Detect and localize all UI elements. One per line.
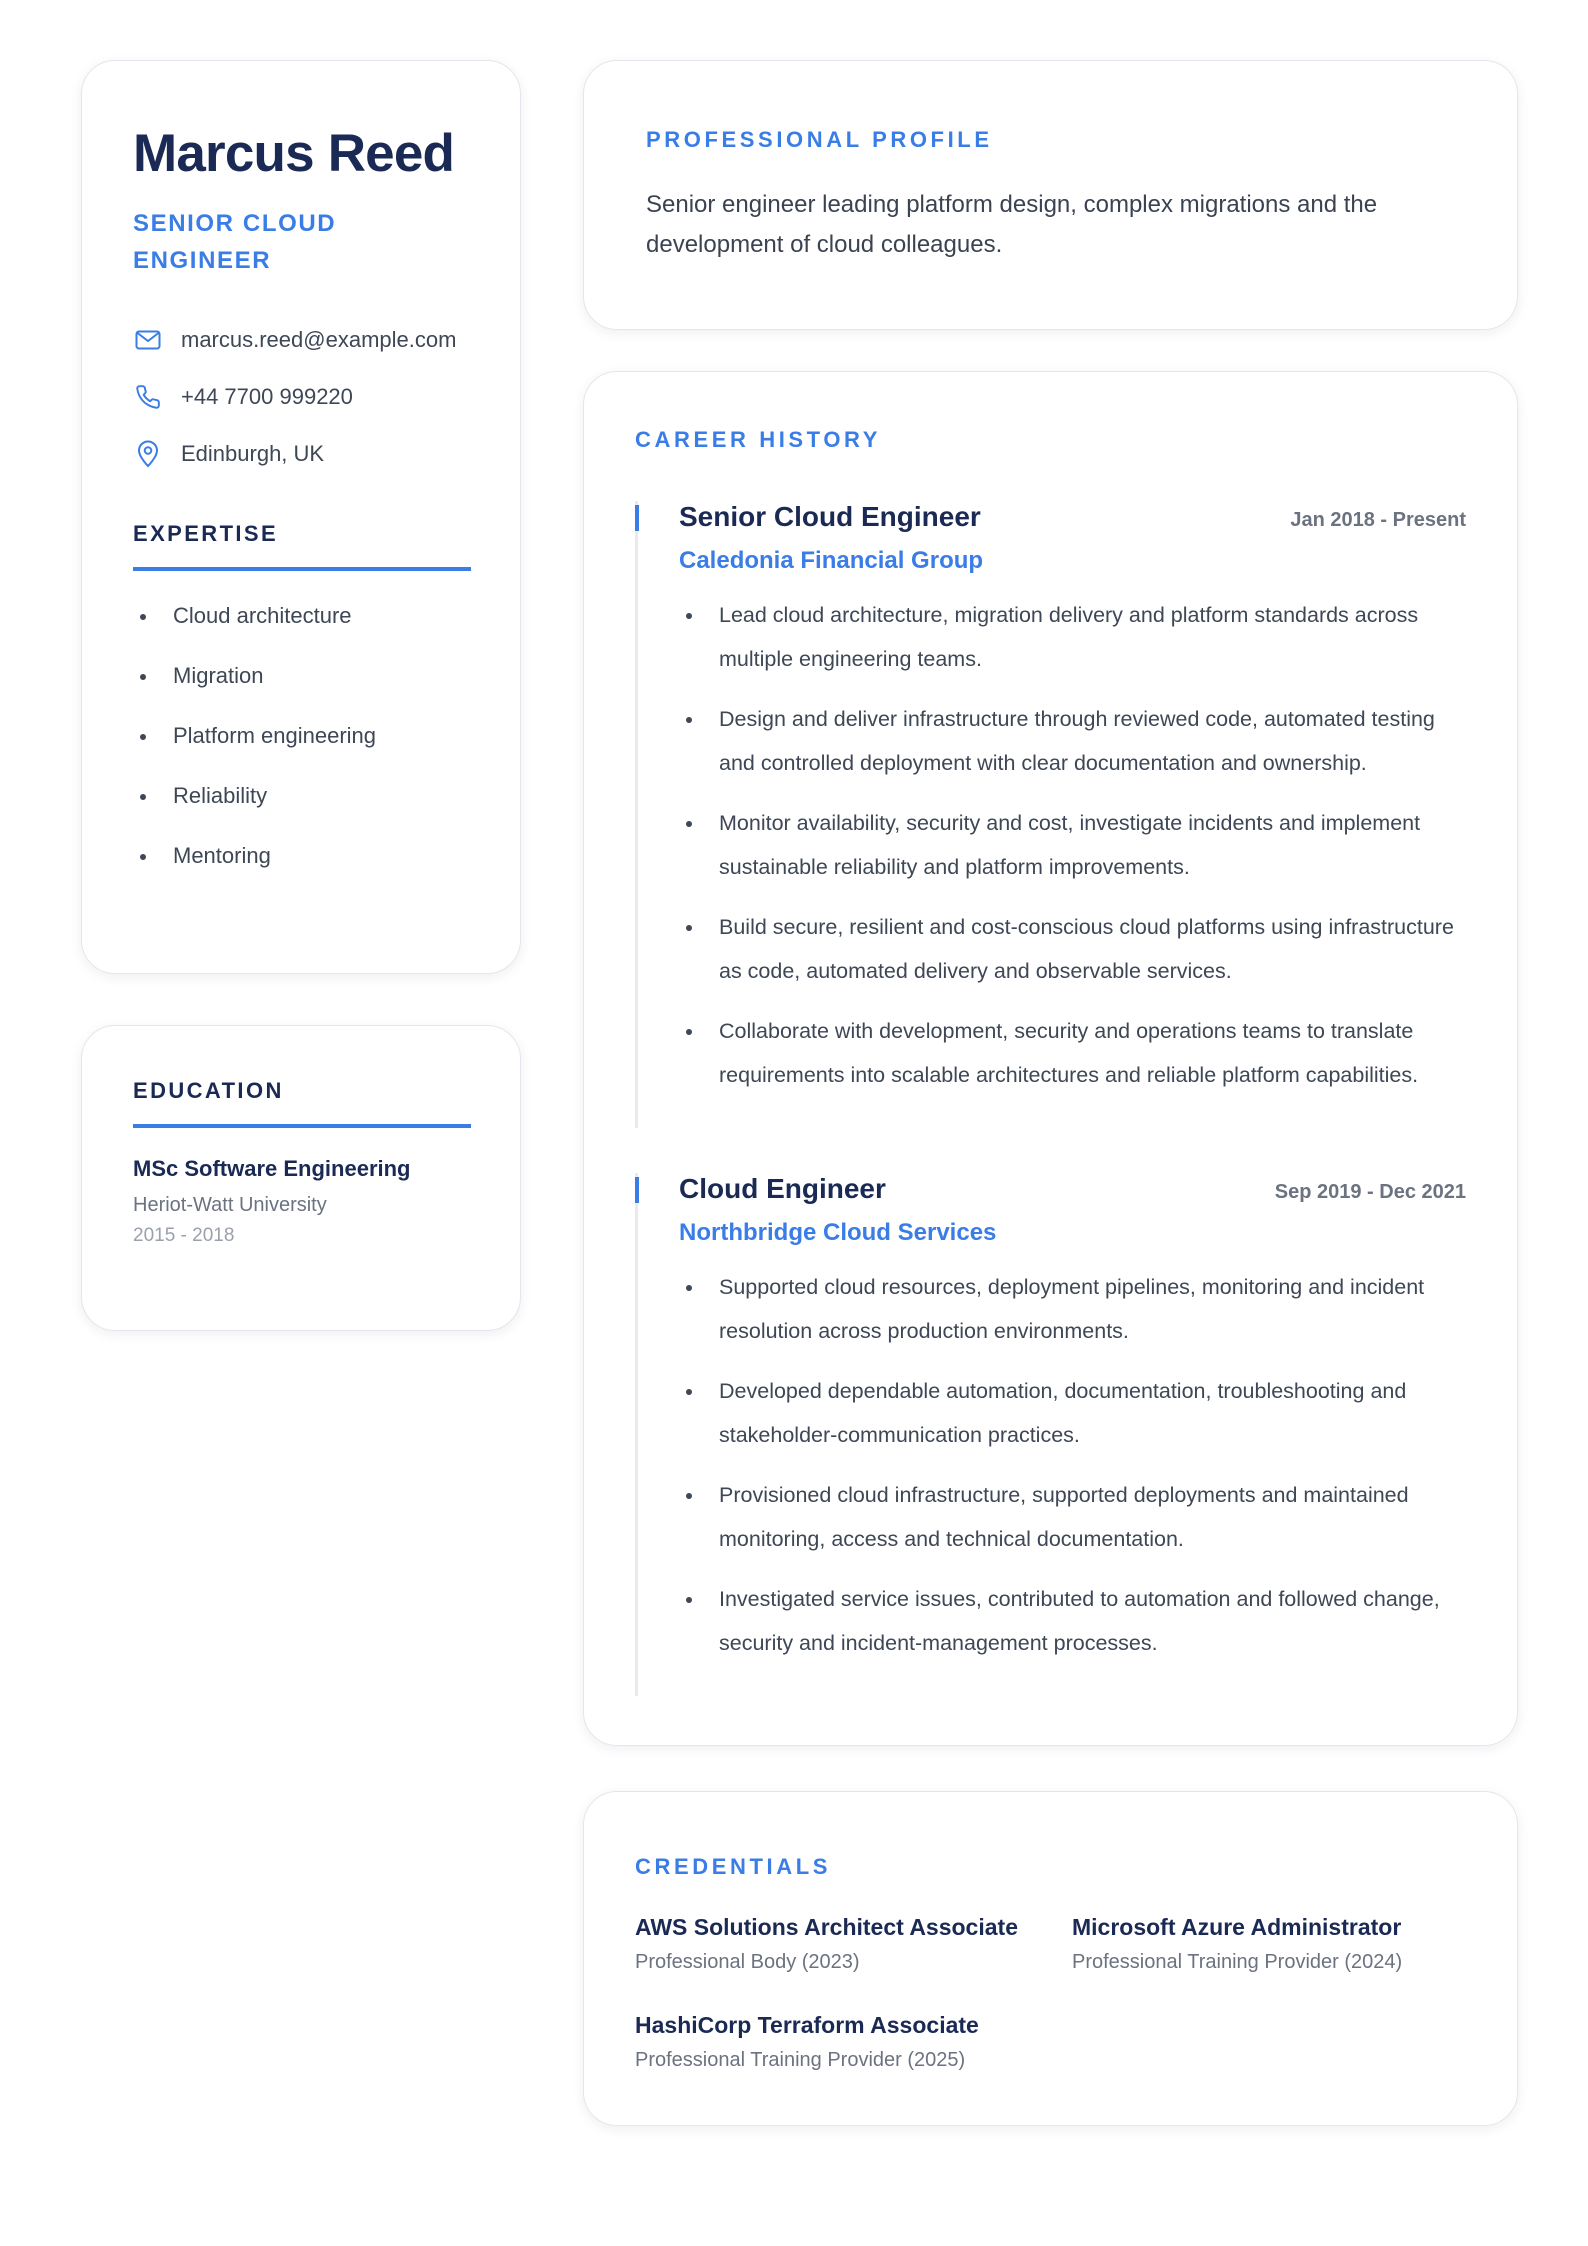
education-card (81, 1025, 521, 1331)
credential-name: Microsoft Azure Administrator (1072, 1914, 1402, 1940)
expertise-item: Reliability (173, 783, 268, 809)
education-degree: MSc Software Engineering (133, 1156, 411, 1181)
job-company: Caledonia Financial Group (679, 547, 984, 574)
credential-issuer: Professional Training Provider (2025) (635, 2049, 966, 2071)
education-school: Heriot-Watt University (133, 1194, 327, 1216)
phone-icon (133, 382, 163, 412)
contact-phone-text: +44 7700 999220 (181, 384, 353, 410)
bullet-icon (686, 1389, 692, 1395)
bullet-icon (686, 613, 692, 619)
summary-text: Senior engineer leading platform design, complex migrations and the development of cloud colleagues. (646, 191, 1378, 258)
job-bullets (679, 593, 1466, 1128)
list-item (679, 697, 1466, 785)
credential-name: AWS Solutions Architect Associate (635, 1914, 1018, 1940)
bullet-icon (140, 854, 146, 860)
profile-card (81, 60, 521, 974)
job-bullets (679, 1265, 1466, 1696)
contact-location (133, 435, 469, 473)
job-company: Northbridge Cloud Services (679, 1219, 997, 1246)
list-item (679, 1577, 1466, 1665)
education-heading: EDUCATION (133, 1078, 284, 1103)
list-item (133, 721, 469, 781)
bullet-icon (686, 1493, 692, 1499)
job-entry (635, 501, 1466, 1128)
job-dates: Sep 2019 - Dec 2021 (1274, 1181, 1466, 1203)
list-item (679, 905, 1466, 993)
job-bullet-text: Provisioned cloud infrastructure, supported deployments and maintained monitoring, access and technical documentation. (719, 1483, 1409, 1551)
contact-email[interactable] (133, 321, 469, 359)
list-item (679, 1009, 1466, 1097)
list-item (679, 801, 1466, 889)
job-bullet-text: Monitor availability, security and cost, investigate incidents and implement sustainable reliability and platform improvements. (719, 811, 1421, 879)
job-header (679, 501, 1466, 533)
contact-list (133, 321, 469, 473)
expertise-item: Migration (173, 663, 264, 689)
expertise-item: Platform engineering (173, 723, 377, 749)
timeline-line (635, 1173, 638, 1696)
expertise-item: Cloud architecture (173, 603, 352, 629)
list-item (133, 781, 469, 841)
bullet-icon (140, 674, 146, 680)
timeline-marker (635, 505, 639, 531)
job-bullet-text: Collaborate with development, security and operations teams to translate requirements into scalable architectures and reliable platform capabilities. (719, 1019, 1419, 1087)
credential-item (635, 2012, 1072, 2072)
job-entry (635, 1173, 1466, 1696)
candidate-role: SENIOR CLOUD ENGINEER (133, 210, 337, 275)
list-item (133, 841, 469, 901)
list-item (679, 593, 1466, 681)
education-years: 2015 - 2018 (133, 1225, 235, 1246)
timeline-line (635, 501, 638, 1128)
education-divider (133, 1124, 471, 1128)
contact-email-text: marcus.reed@example.com (181, 327, 457, 353)
bullet-icon (686, 1285, 692, 1291)
bullet-icon (686, 1597, 692, 1603)
contact-location-text: Edinburgh, UK (181, 441, 325, 467)
job-bullet-text: Developed dependable automation, documentation, troubleshooting and stakeholder-communication practices. (719, 1379, 1407, 1447)
list-item (679, 1265, 1466, 1353)
credential-issuer: Professional Body (2023) (635, 1951, 860, 1973)
job-title: Cloud Engineer (679, 1173, 886, 1204)
bullet-icon (686, 717, 692, 723)
location-pin-icon (133, 439, 163, 469)
job-title: Senior Cloud Engineer (679, 501, 981, 532)
bullet-icon (140, 794, 146, 800)
credentials-card (583, 1791, 1518, 2126)
bullet-icon (140, 734, 146, 740)
expertise-list (133, 601, 469, 901)
credential-item (635, 1914, 1072, 1974)
expertise-item: Mentoring (173, 843, 271, 869)
career-card (583, 371, 1518, 1746)
contact-phone[interactable] (133, 378, 469, 416)
bullet-icon (686, 925, 692, 931)
summary-heading: PROFESSIONAL PROFILE (646, 127, 993, 152)
job-bullet-text: Design and deliver infrastructure through reviewed code, automated testing and controlled deployment with clear documentation and ownership. (719, 707, 1435, 775)
timeline-marker (635, 1177, 639, 1203)
bullet-icon (686, 821, 692, 827)
job-bullet-text: Lead cloud architecture, migration delivery and platform standards across multiple engineering teams. (719, 603, 1419, 671)
credential-item (1072, 1914, 1472, 1974)
job-bullet-text: Supported cloud resources, deployment pipelines, monitoring and incident resolution across production environments. (719, 1275, 1425, 1343)
summary-card (583, 60, 1518, 330)
list-item (133, 601, 469, 661)
job-header (679, 1173, 1466, 1205)
mail-icon (133, 325, 163, 355)
bullet-icon (686, 1029, 692, 1035)
list-item (679, 1473, 1466, 1561)
job-dates: Jan 2018 - Present (1290, 509, 1466, 531)
credential-issuer: Professional Training Provider (2024) (1072, 1951, 1403, 1973)
career-heading: CAREER HISTORY (635, 427, 881, 452)
job-bullet-text: Investigated service issues, contributed to automation and followed change, security and incident-management processes. (719, 1587, 1440, 1655)
list-item (133, 661, 469, 721)
credential-name: HashiCorp Terraform Associate (635, 2012, 979, 2038)
credentials-heading: CREDENTIALS (635, 1854, 832, 1879)
bullet-icon (140, 614, 146, 620)
credentials-grid (635, 1914, 1466, 2072)
list-item (679, 1369, 1466, 1457)
job-bullet-text: Build secure, resilient and cost-conscious cloud platforms using infrastructure as code, automated delivery and observable services. (719, 915, 1454, 983)
expertise-divider (133, 567, 471, 571)
expertise-heading: EXPERTISE (133, 521, 279, 547)
candidate-name: Marcus Reed (133, 124, 455, 183)
